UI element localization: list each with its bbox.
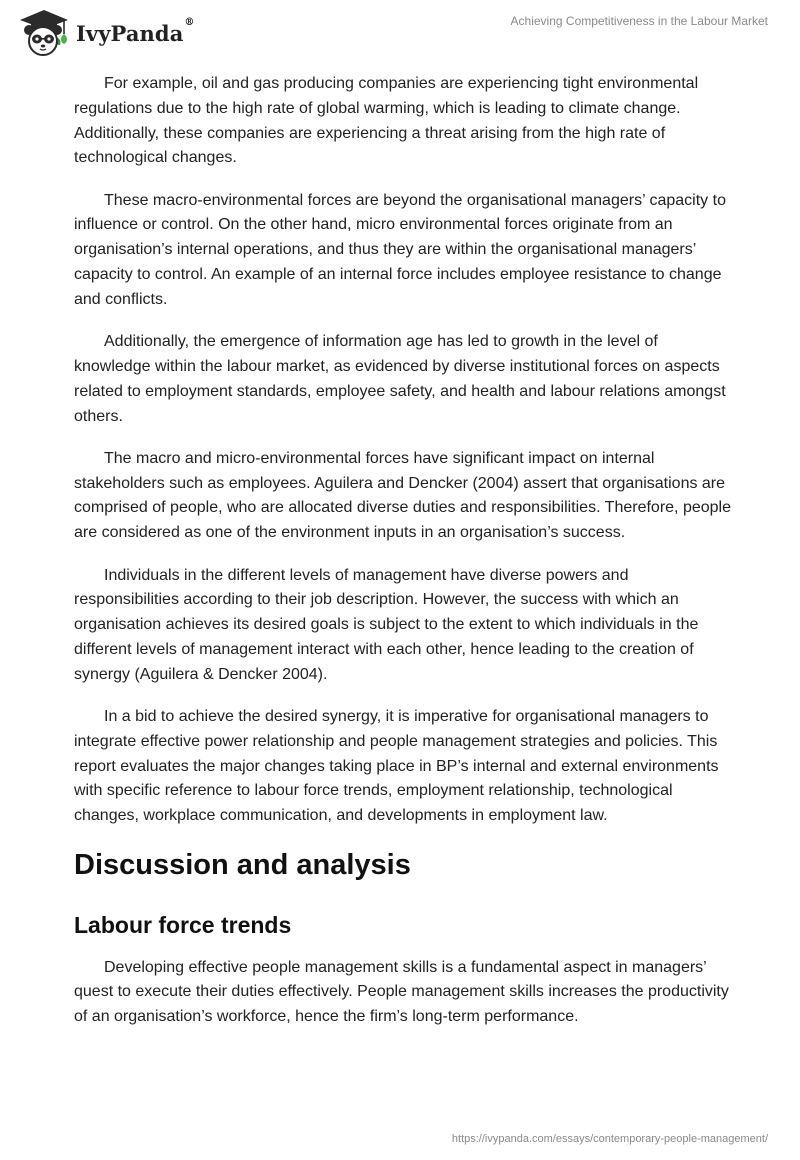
section-heading: Discussion and analysis [74,848,411,881]
panda-graduate-icon [14,8,72,58]
paragraph: In a bid to achieve the desired synergy, it is imperative for organisational managers to integrate effective power relationship and people management strategies and policies. This report evaluates the major changes taking place in BP’s internal and external environments with specific reference to labour force trends, employment relationship, technological changes, workplace communication, and developments in employment law. [74,708,719,825]
registered-mark: ® [184,16,195,28]
paragraph: Additionally, the emergence of information age has led to growth in the level of knowledge within the labour market, as evidenced by diverse institutional forces on aspects related to employment standards, employee safety, and health and labour relations amongst others. [74,333,726,425]
subsection-heading: Labour force trends [74,911,292,938]
ivypanda-logo[interactable] [14,8,195,58]
source-url[interactable]: https://ivypanda.com/essays/contemporary-people-management/ [451,1133,768,1145]
running-title: Achieving Competitiveness in the Labour Market [510,14,768,28]
paragraph: Developing effective people management skills is a fundamental aspect in managers’ quest to execute their duties effectively. People management skills increases the productivity of an organisation’s workforce, hence the firm’s long-term performance. [74,958,729,1026]
essay-content [74,72,734,1047]
paragraph: Individuals in the different levels of management have diverse powers and responsibilities according to their job description. However, the success with which an organisation achieves its desired goals is subject to the extent to which individuals in the different levels of management interact with each other, hence leading to the creation of synergy (Aguilera & Dencker 2004). [74,566,699,683]
logo-wordmark: IvyPanda® [76,16,195,46]
paragraph: These macro-environmental forces are beyond the organisational managers’ capacity to influence or control. On the other hand, micro environmental forces originate from an organisation’s internal operations, and thus they are within the organisational managers’ capacity to control. An example of an internal force includes employee resistance to change and conflicts. [74,191,726,308]
page-header [0,0,800,70]
paragraph: For example, oil and gas producing companies are experiencing tight environmental regulations due to the high rate of global warming, which is leading to climate change. Additionally, these companies are experiencing a threat arising from the high rate of technological changes. [74,75,699,167]
paragraph: The macro and micro-environmental forces have significant impact on internal stakeholders such as employees. Aguilera and Dencker (2004) assert that organisations are comprised of people, who are allocated diverse duties and responsibilities. Therefore, people are considered as one of the environment inputs in an organisation’s success. [74,449,731,542]
